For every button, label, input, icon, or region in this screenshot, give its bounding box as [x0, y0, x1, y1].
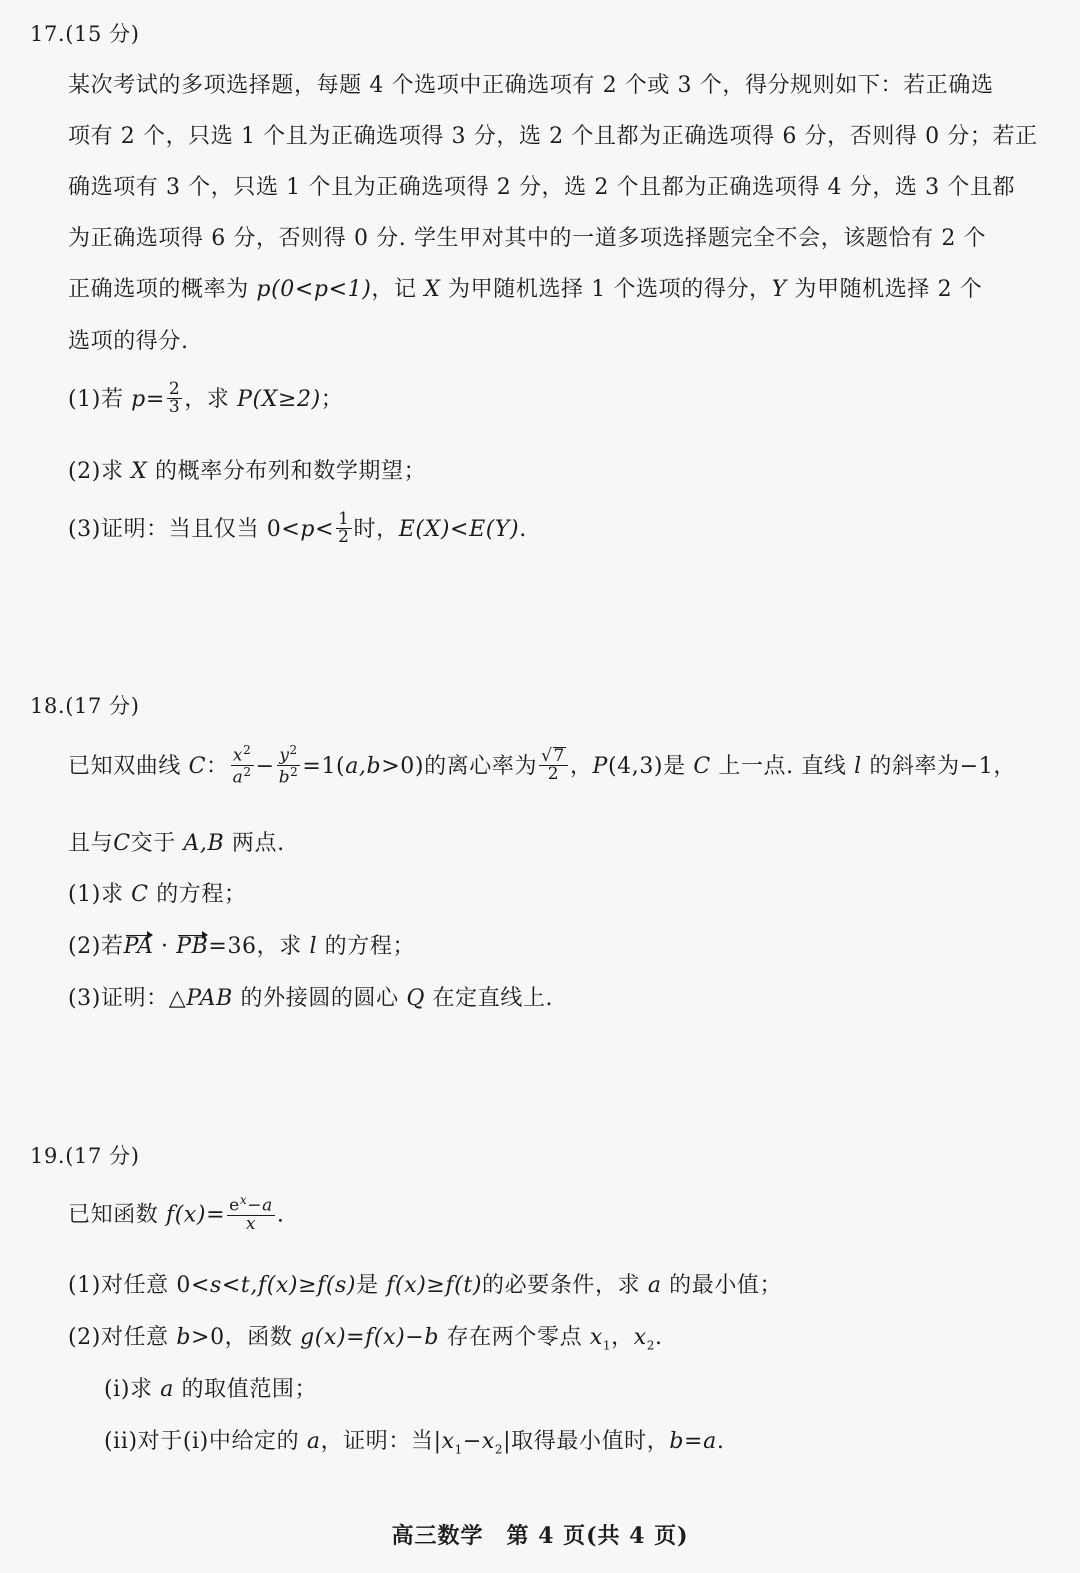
exponent: x — [239, 1193, 248, 1207]
minus-sign: − — [462, 1429, 482, 1454]
exponent: 2 — [243, 764, 252, 779]
q17-p1-text: ； — [320, 387, 344, 412]
q17-p3-var: p — [300, 517, 316, 542]
fraction-denominator: 2 — [338, 526, 350, 547]
question-18-header: 18.(17 分) — [30, 694, 140, 718]
fraction-denominator: 2 — [547, 764, 560, 785]
q17-line-3: 确选项有 3 个，只选 1 个且为正确选项得 2 分，选 2 个且都为正确选项得 4 分，选 3 个且都 — [68, 175, 1016, 200]
q17-p3-expr: E(X)<E(Y) — [398, 517, 520, 542]
q19-p1-text: 是 — [356, 1273, 387, 1298]
fraction-numerator: 2 — [168, 378, 181, 399]
q19-p1-var: a — [647, 1273, 662, 1298]
q18-l1-text: (4,3)是 — [607, 754, 694, 780]
q17-p1-text: ，求 — [184, 387, 238, 412]
q18-p2-text: =36，求 — [208, 934, 310, 959]
q18-p1-text: (1)求 — [68, 882, 132, 907]
q19-part-2 — [68, 1320, 663, 1352]
q19-ii-expr: b=a — [669, 1429, 717, 1454]
subscript: 1 — [454, 1442, 463, 1457]
exponent: 2 — [289, 743, 298, 757]
q17-line-6: 选项的得分. — [68, 329, 189, 354]
q17-p3-text: < — [315, 517, 335, 542]
q17-line-5-var: X — [424, 277, 441, 302]
question-19-header: 19.(17 分) — [30, 1144, 140, 1168]
q17-line-5-var: Y — [771, 277, 787, 302]
q19-p2-text: 存在两个零点 — [439, 1325, 590, 1350]
q18-l1-text: 已知双曲线 — [68, 754, 189, 780]
q17-line-1: 某次考试的多项选择题，每题 4 个选项中正确选项有 2 个或 3 个，得分规则如下：若正确选 — [68, 73, 994, 98]
fraction-numerator: √7 — [539, 747, 568, 766]
q19-p1-text: (1)对任意 0< — [68, 1273, 210, 1298]
vector-pa: PA — [123, 934, 154, 959]
var-x: x — [232, 745, 244, 766]
q17-p3-text: . — [519, 517, 527, 542]
fraction-x2-a2 — [231, 744, 254, 786]
euler-e: e — [229, 1195, 240, 1216]
q18-p1-var: C — [131, 882, 149, 907]
minus-sign: − — [247, 1195, 263, 1216]
fraction-sqrt7-over-2 — [539, 747, 568, 783]
q19-p2-text: >0，函数 — [191, 1325, 301, 1350]
fraction-numerator — [231, 744, 254, 766]
q19-p1-text: 的必要条件，求 — [482, 1273, 648, 1298]
q18-l1-text: =1( — [302, 754, 346, 780]
q18-l1-text: ： — [206, 754, 229, 780]
q18-l2-text: 两点. — [224, 831, 285, 856]
q18-l2-var: A,B — [183, 831, 225, 856]
q18-l1-var: P — [592, 754, 608, 780]
q19-ii-var: x — [481, 1429, 495, 1454]
subscript: 2 — [646, 1338, 655, 1353]
q17-line-5-text: 为甲随机选择 2 个 — [786, 277, 983, 302]
q17-line-5 — [68, 272, 982, 303]
q18-l1-text: >0)的离心率为 — [381, 754, 538, 780]
q17-p2-text: 的概率分布列和数学期望； — [147, 459, 427, 484]
q18-l1-var: l — [854, 754, 862, 780]
q19-part-1 — [68, 1268, 782, 1299]
q19-ii-var: a — [306, 1429, 321, 1454]
q19-subpart-i — [104, 1372, 317, 1403]
q19-p2-var: x — [633, 1325, 647, 1350]
q17-line-5-text: ，记 — [371, 277, 425, 302]
q17-part-3 — [68, 508, 527, 548]
q17-line-5-text: 为甲随机选择 1 个选项的得分， — [440, 277, 772, 302]
q19-p1-text: 的最小值； — [661, 1273, 783, 1298]
fraction-denominator — [277, 766, 301, 787]
q19-p2-var: b — [176, 1325, 192, 1350]
q19-subpart-ii — [104, 1424, 724, 1456]
q17-line-5-p-range: p(0<p<1) — [256, 277, 372, 302]
q17-p1-expr: P(X≥2) — [237, 387, 321, 412]
q19-ii-text: |取得最小值时， — [503, 1429, 670, 1454]
fraction-y2-b2 — [277, 744, 301, 786]
q18-p3-text: 在定直线上. — [424, 986, 554, 1011]
q18-p3-var: PAB — [186, 986, 233, 1011]
q19-ii-text: . — [716, 1429, 725, 1454]
fraction-numerator: 1 — [338, 508, 350, 529]
q19-p2-text: . — [654, 1325, 663, 1350]
minus-sign: − — [255, 754, 275, 780]
var-b: b — [278, 767, 291, 788]
dot-product-sign: · — [153, 934, 177, 959]
q17-part-2 — [68, 454, 426, 485]
subscript: 2 — [494, 1442, 504, 1457]
q17-p2-var: X — [131, 459, 148, 484]
page-footer: 高三数学 第 4 页(共 4 页) — [391, 1523, 689, 1549]
exponent: 2 — [290, 764, 299, 779]
q18-l1-text: 的斜率为−1， — [861, 754, 1016, 780]
q18-line-1 — [68, 743, 1016, 788]
q19-p1-expr: f(x)≥f(t) — [386, 1273, 483, 1298]
q19-p2-text: ， — [611, 1325, 634, 1350]
exponent: 2 — [243, 743, 252, 757]
q18-line-2 — [68, 826, 285, 857]
q18-part-1 — [68, 877, 247, 908]
q18-p3-text: (3)证明：△ — [68, 986, 187, 1011]
q18-p2-var: l — [309, 934, 318, 959]
q18-p3-var: Q — [406, 986, 425, 1011]
subscript: 1 — [602, 1338, 612, 1353]
var-a: a — [232, 767, 244, 788]
fraction-denominator: 3 — [168, 396, 181, 417]
sqrt-radicand: 7 — [553, 746, 565, 767]
q18-l1-var: C — [188, 754, 207, 780]
var-y: y — [279, 745, 290, 766]
q19-ii-var: x — [441, 1429, 455, 1454]
q17-p1-text: (1)若 — [68, 387, 132, 412]
q17-p3-text: 时， — [353, 517, 399, 542]
q18-part-2 — [68, 929, 415, 960]
q18-l1-text: 上一点. 直线 — [710, 754, 855, 780]
q18-p2-text: (2)若 — [68, 934, 124, 959]
fraction-denominator: x — [245, 1213, 257, 1234]
q19-i-var: a — [160, 1377, 174, 1402]
fraction-denominator — [231, 766, 254, 787]
q19-ii-text: ，证明：当| — [320, 1429, 442, 1454]
q17-line-4: 为正确选项得 6 分，否则得 0 分. 学生甲对其中的一道多项选择题完全不会，该题恰有 2 个 — [68, 226, 987, 251]
q19-l1-text: . — [276, 1202, 285, 1228]
q17-p1-var: p — [131, 387, 146, 412]
fraction-ex-minus-a-over-x — [227, 1194, 275, 1233]
q18-l2-text: 且与 — [68, 831, 114, 856]
q18-l1-var: C — [693, 754, 711, 780]
q17-line-5-text: 正确选项的概率为 — [68, 277, 257, 302]
q19-p2-var: x — [589, 1325, 603, 1350]
q17-part-1 — [68, 378, 344, 418]
q17-p1-text: = — [145, 387, 165, 412]
q17-p2-text: (2)求 — [68, 459, 132, 484]
q19-ii-text: (ii)对于(i)中给定的 — [104, 1429, 307, 1454]
q19-l1-func: f(x) — [166, 1202, 207, 1228]
q19-p2-text: (2)对任意 — [68, 1325, 177, 1350]
q18-l1-text: ， — [569, 754, 593, 780]
q18-l1-var: a,b — [345, 754, 382, 780]
question-17-header: 17.(15 分) — [30, 22, 140, 46]
fraction-numerator — [277, 744, 301, 766]
q18-part-3 — [68, 981, 553, 1012]
q18-l2-var: C — [113, 831, 131, 856]
fraction-one-half — [336, 508, 351, 547]
q19-l1-text: 已知函数 — [68, 1202, 166, 1228]
q17-line-2: 项有 2 个，只选 1 个且为正确选项得 3 分，选 2 个且都为正确选项得 6 分，否则得 0 分；若正 — [68, 124, 1038, 149]
q19-i-text: (i)求 — [104, 1377, 161, 1402]
q19-p1-expr: s<t,f(x)≥f(s) — [210, 1273, 357, 1298]
q17-p3-text: (3)证明：当且仅当 0< — [68, 517, 301, 542]
q19-l1-text: = — [206, 1202, 226, 1228]
q18-p1-text: 的方程； — [148, 882, 247, 907]
vector-pb: PB — [176, 934, 209, 959]
q19-p2-expr: g(x)=f(x)−b — [300, 1325, 440, 1350]
q19-i-text: 的取值范围； — [173, 1377, 318, 1402]
fraction-two-thirds — [167, 378, 182, 417]
q19-line-1 — [68, 1193, 285, 1235]
var-a: a — [262, 1195, 273, 1216]
q18-p3-text: 的外接圆的圆心 — [232, 986, 407, 1011]
q18-p2-text: 的方程； — [317, 934, 416, 959]
q18-l2-text: 交于 — [130, 831, 184, 856]
fraction-numerator — [227, 1194, 275, 1216]
